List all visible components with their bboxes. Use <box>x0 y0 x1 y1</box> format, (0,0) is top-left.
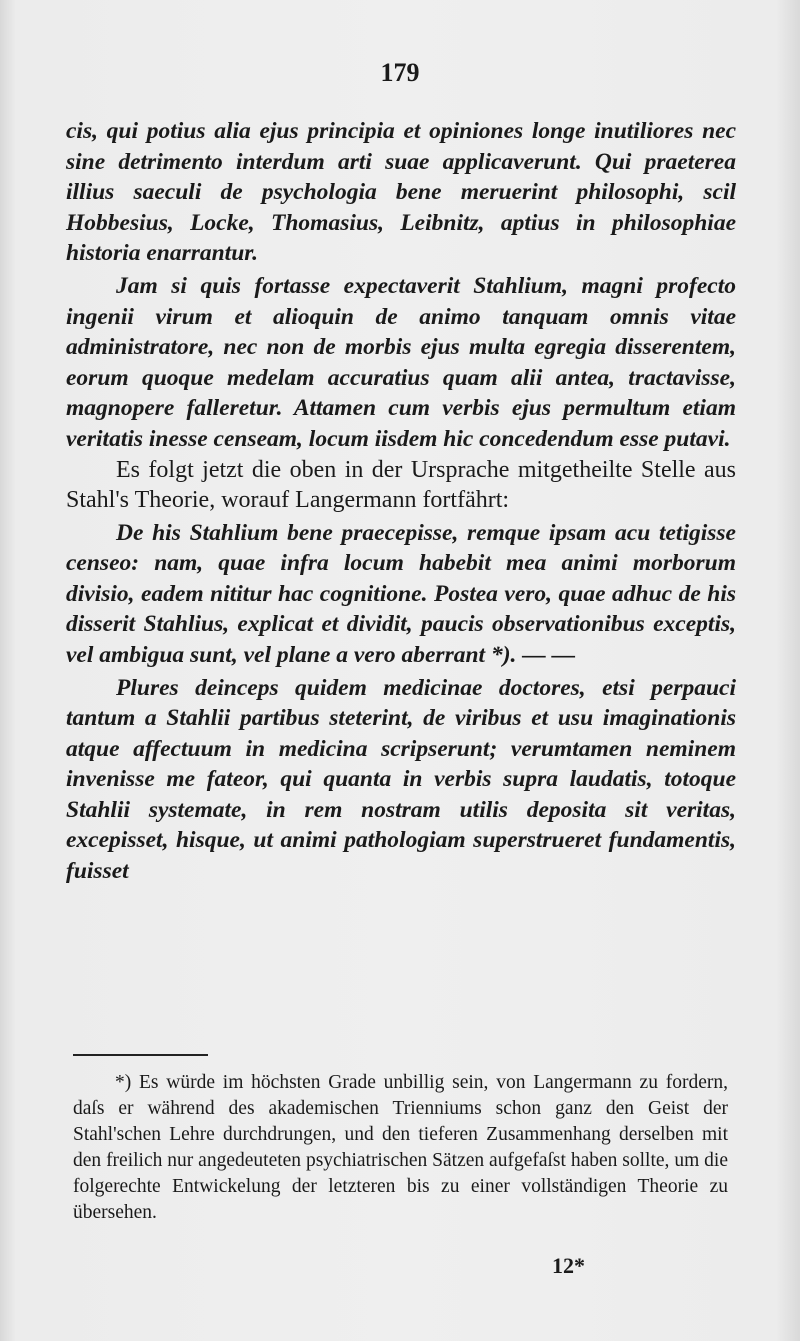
paragraph-3-german: Es folgt jetzt die oben in der Ursprache mitgetheilte Stelle aus Stahl's Theorie, worauf Langermann fortfährt: <box>66 456 736 514</box>
page-number: 179 <box>380 58 420 87</box>
paragraph-2: Jam si quis fortasse expectaverit Stahlium, magni profecto ingenii virum et alioquin de animo tanquam omnis vitae administratore, nec non de morbis ejus multa egregia disserentem, eorum quoque medelam accuratius quam alii antea, tractavisse, magnopere falleretur. Attamen cum verbis ejus permultum etiam veritatis inesse censeam, locum iisdem hic concedendum esse putavi. <box>66 272 736 452</box>
signature-mark: 12* <box>552 1253 585 1278</box>
footnote: *) Es würde im höchsten Grade unbillig sein, von Langermann zu fordern, daſs er während des akademischen Trienniums schon ganz den Geist der Stahl'schen Lehre durchdrungen, und den tieferen Zusammenhang derselben mit den freilich nur angedeuteten psychiatrischen Sätzen aufgefaſst haben sollte, um die folgerechte Entwickelung der letzteren bis zu einer vollständigen Theorie zu übersehen. <box>73 1072 728 1223</box>
paragraph-4: De his Stahlium bene praecepisse, remque ipsam acu tetigisse censeo: nam, quae infra locum habebit mea animi morborum divisio, eadem nititur hac cognitione. Postea vero, quae adhuc de his disserit Stahlius, explicat et dividit, paucis observationibus exceptis, vel ambigua sunt, vel plane a vero aberrant *). — — <box>66 519 736 668</box>
footnote-rule <box>73 1054 208 1056</box>
paragraph-5: Plures deinceps quidem medicinae doctores, etsi perpauci tantum a Stahlii partibus steterint, de viribus et usu imaginationis atque affectuum in medicina scripserunt; verumtamen neminem invenisse me fateor, qui quanta in verbis supra laudatis, totoque Stahlii systemate, in rem nostram utilis deposita sit veritas, excepisset, hisque, ut animi pathologiam superstrueret fundamentis, fuisset <box>66 674 736 885</box>
main-text <box>66 116 736 887</box>
paragraph-1: cis, qui potius alia ejus principia et opiniones longe inutiliores nec sine detrimento interdum arti suae applicaverunt. Qui praeterea illius saeculi de psychologia bene meruerint philosophi, scil Hobbesius, Locke, Thomasius, Leibnitz, aptius in philosophiae historia enarrantur. <box>66 118 736 267</box>
